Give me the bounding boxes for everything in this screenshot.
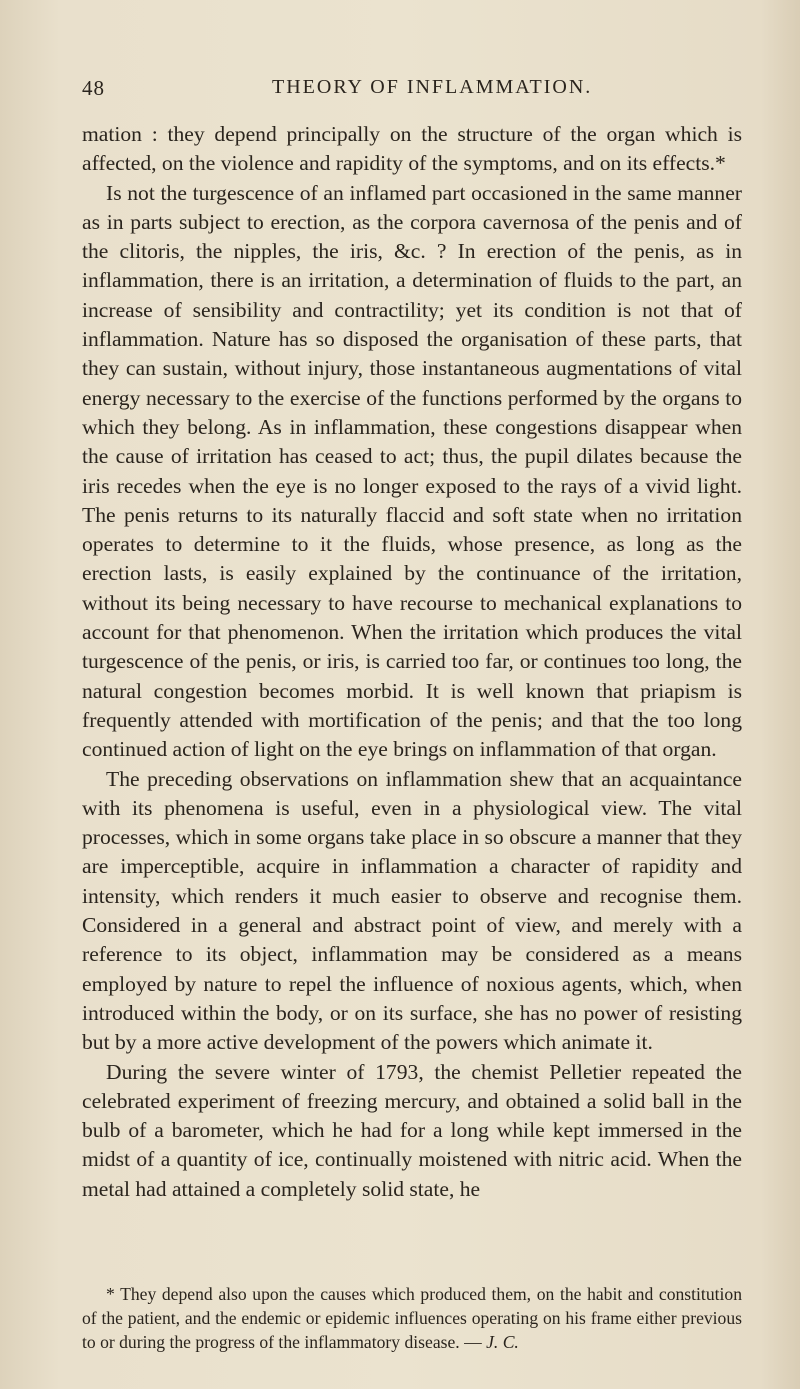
paragraph-continuation: mation : they depend principally on the structure of the organ which is affected, on the violence and rapidity of the symptoms, and on its effects.* <box>82 122 742 176</box>
page-header <box>82 76 742 106</box>
body-text <box>82 120 742 1204</box>
paragraph-turgescence: Is not the turgescence of an inflamed part occasioned in the same manner as in parts subject to erection, as the corpora cavernosa of the penis and of the clitoris, the nipples, the iris, &c. ? In erection of the penis, as in inflammation, there is an irritation, a determination of fluids to the part, an increase of sensibility and contractility; yet its condition is not that of inflammation. Nature has so disposed the organisation of these parts, that they can sustain, without injury, those instantaneous augmentations of vital energy necessary to the exercise of the functions performed by the organs to which they belong. As in inflammation, these congestions disappear when the cause of irritation has ceased to act; thus, the pupil dilates because the iris recedes when the eye is no longer exposed to the rays of a vivid light. The penis returns to its naturally flaccid and soft state when no irritation operates to determine to it the fluids, whose presence, as long as the erection lasts, is easily explained by the continuance of the irritation, without its being necessary to have recourse to mechanical explanations to account for that phenomenon. When the irritation which produces the vital turgescence of the penis, or iris, is carried too far, or continues too long, the natural congestion becomes morbid. It is well known that priapism is frequently attended with mortification of the penis; and that the too long continued action of light on the eye brings on inflammation of that organ. <box>82 180 742 762</box>
footnote <box>82 1282 742 1354</box>
paragraph-observations: The preceding observations on inflammation shew that an acquaintance with its phenomena is useful, even in a physiological view. The vital processes, which in some organs take place in so obscure a manner that they are imperceptible, acquire in inflammation a character of rapidity and intensity, which renders it much easier to observe and recognise them. Considered in a general and abstract point of view, and merely with a reference to its object, inflammation may be considered as a means employed by nature to repel the influence of noxious agents, which, when introduced within the body, or on its surface, she has no power of resisting but by a more active development of the powers which animate it. <box>82 766 742 1055</box>
running-title: THEORY OF INFLAMMATION. <box>272 76 593 98</box>
page-number: 48 <box>82 76 105 100</box>
footnote-text: * They depend also upon the causes which produced them, on the habit and constitution of the patient, and the endemic or epidemic influences operating on his frame either previous to or during the progress of the inflammatory disease. — <box>82 1284 742 1352</box>
footnote-signature: J. C. <box>486 1332 519 1352</box>
paragraph-pelletier: During the severe winter of 1793, the chemist Pelletier repeated the celebrated experiment of freezing mercury, and obtained a solid ball in the bulb of a barometer, which he had for a long while kept immersed in the midst of a quantity of ice, continually moistened with nitric acid. When the metal had attained a completely solid state, he <box>82 1059 742 1201</box>
